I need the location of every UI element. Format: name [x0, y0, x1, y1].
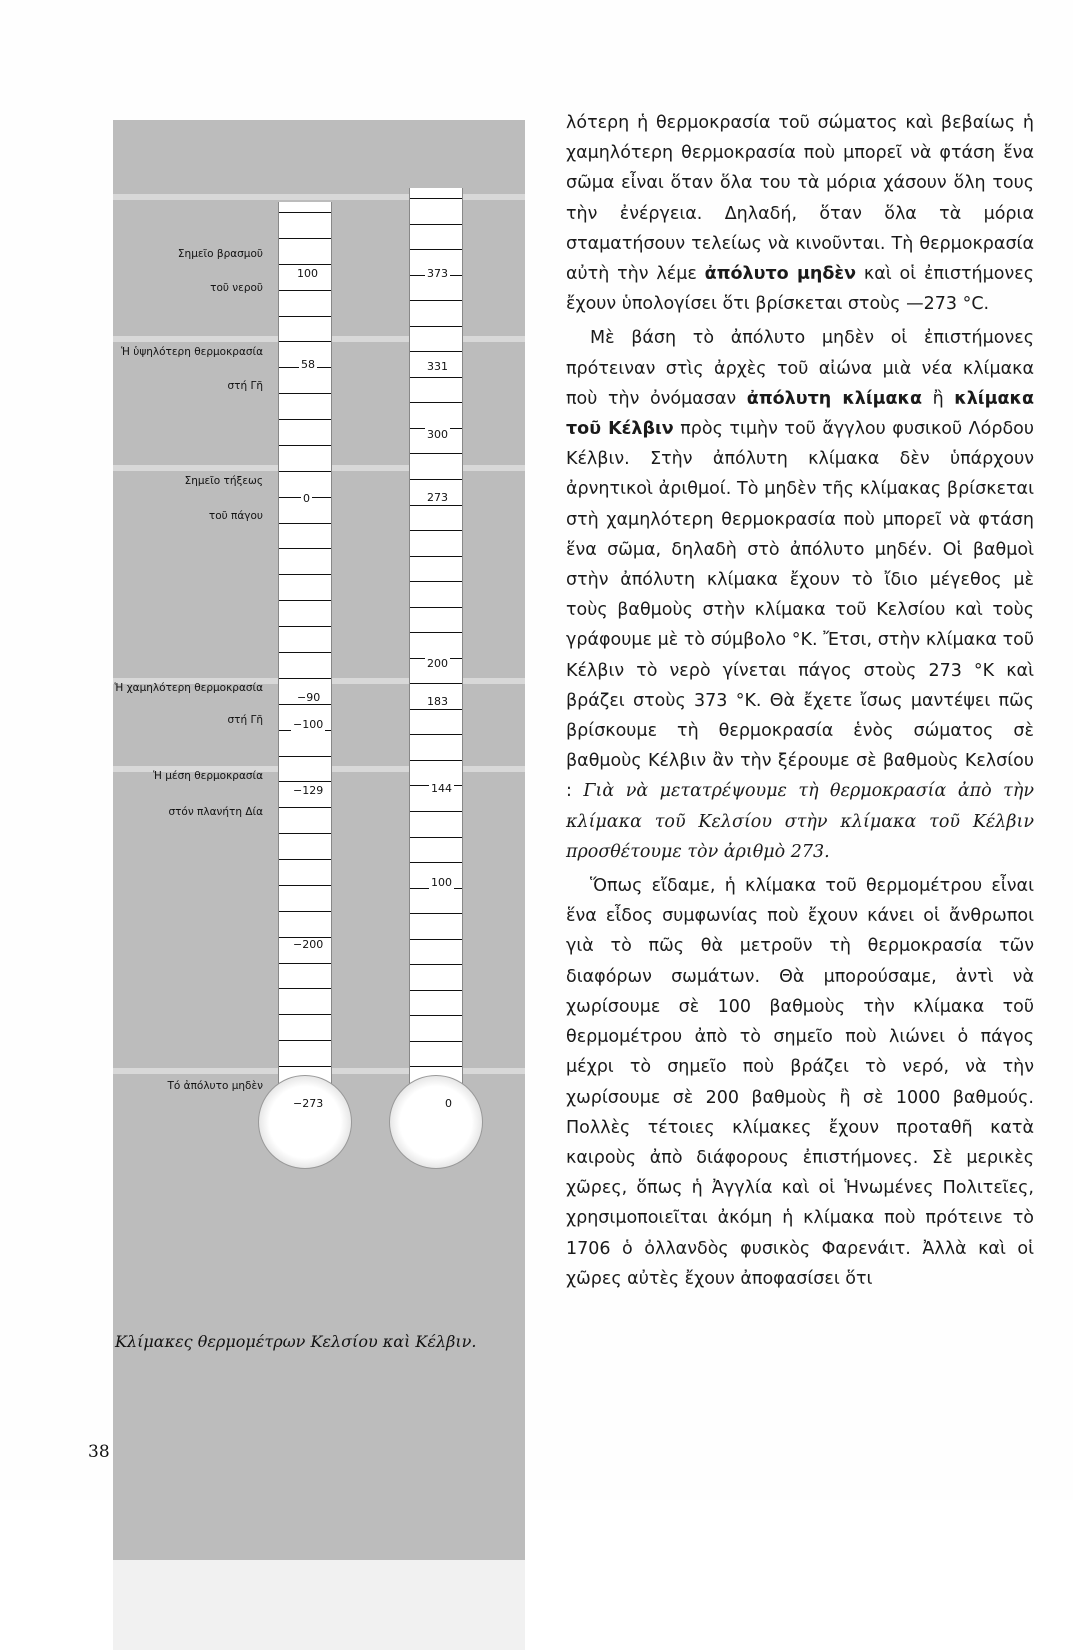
scale-tick — [410, 377, 462, 378]
scale-tick — [279, 678, 331, 679]
scale-tick — [410, 683, 462, 684]
conversion-rule: Γιὰ νὰ μετατρέψουμε τὴ θερμοκρασία ἀπὸ τὴν κλίμακα τοῦ Κελσίου στὴν κλίμακα τοῦ Κέλβιν προσθέτουμε τὸν ἀριθμὸ 273. — [566, 781, 1034, 862]
celsius-tick-label: −100 — [293, 718, 324, 731]
scale-tick — [279, 652, 331, 653]
figure-bottom-panel — [113, 1560, 525, 1650]
text-run: Μὲ βάση τὸ ἀπόλυτο μηδὲν οἱ ἐπιστήμονες πρότειναν στὶς ἀρχὲς τοῦ αἰώνα μιὰ νέα κλίμακα ποὺ τὴν ὀνόμασαν — [566, 328, 1034, 409]
scale-tick — [410, 632, 462, 633]
label-boiling-point-water: τοῦ νεροῦ — [210, 282, 263, 294]
scale-tick — [410, 249, 462, 250]
scale-tick — [279, 574, 331, 575]
paragraph-absolute-zero — [566, 108, 1034, 319]
celsius-tick-label: 100 — [297, 267, 318, 280]
kelvin-tick-label: 331 — [427, 360, 448, 373]
kelvin-tick-label: 100 — [431, 876, 452, 889]
scale-tick — [410, 1015, 462, 1016]
label-absolute-zero: Τό ἀπόλυτο μηδὲν — [167, 1080, 263, 1092]
page-number: 38 — [88, 1442, 110, 1462]
scale-tick — [410, 453, 462, 454]
scale-tick — [410, 837, 462, 838]
scale-tick — [279, 316, 331, 317]
text-run: λότερη ἡ θερμοκρασία τοῦ σώματος καὶ βεβαίως ἡ χαμηλότερη θερμοκρασία ποὺ μπορεῖ νὰ φτάση ἕνα σῶμα εἶναι ὅταν ὅλα του τὰ μόρια χάσουν ὅλη τους τὴν ἐνέργεια. Δηλαδή, ὅταν ὅλα τὰ μόρια σταματήσουν τελείως νὰ κινοῦνται. Τὴ θερμοκρασία αὐτὴ τὴν λέμε — [566, 113, 1034, 285]
scale-tick — [279, 1014, 331, 1015]
scale-tick — [410, 581, 462, 582]
scale-tick — [410, 939, 462, 940]
celsius-tick-label: −129 — [293, 784, 324, 797]
kelvin-tick-label: 183 — [427, 695, 448, 708]
label-highest-temp-earth: στή Γῆ — [227, 380, 263, 392]
paragraph-scales: Ὅπως εἴδαμε, ἡ κλίμακα τοῦ θερμομέτρου εἶναι ἕνα εἶδος συμφωνίας ποὺ ἔχουν κάνει οἱ ἄνθρωποι γιὰ τὸ πῶς θὰ μετροῦν τὴ θερμοκρασία τῶν διαφόρων σωμάτων. Θὰ μπορούσαμε, ἀντὶ νὰ χωρίσουμε σὲ 100 βαθμοὺς τὴν κλίμακα τοῦ θερμομέτρου ἀπὸ τὸ σημεῖο ποὺ λιώνει ὁ πάγος μέχρι τὸ σημεῖο ποὺ βράζει τὸ νερό, νὰ τὴν χωρίσουμε σὲ 200 βαθμοὺς ἢ σὲ 1000 βαθμούς. Πολλὲς τέτοιες κλίμακες ἔχουν προταθῆ κατὰ καιροὺς ἀπὸ διάφορους ἐπιστήμονες. Σὲ μερικὲς χῶρες, ὅπως ἡ Ἀγγλία καὶ οἱ Ἡνωμένες Πολιτεῖες, χρησιμοποιεῖται ἀκόμη ἡ κλίμακα ποὺ πρότεινε τὸ 1706 ὁ ὀλλανδὸς φυσικὸς Φαρενάιτ. Ἀλλὰ καὶ οἱ χῶρες αὐτὲς ἔχουν ἀποφασίσει ὅτι — [566, 876, 1034, 1289]
scale-tick — [279, 419, 331, 420]
scale-tick — [279, 911, 331, 912]
scale-tick — [279, 523, 331, 524]
label-lowest-temp: Ἡ χαμηλότερη θερμοκρασία — [114, 682, 263, 694]
celsius-tick-label: 58 — [301, 358, 315, 371]
kelvin-tick-label: 273 — [427, 491, 448, 504]
label-lowest-temp-earth: στή Γῆ — [227, 714, 263, 726]
scale-tick — [410, 990, 462, 991]
scale-tick — [410, 862, 462, 863]
scale-tick — [279, 885, 331, 886]
kelvin-tick-label: 300 — [427, 428, 448, 441]
term-absolute-zero: ἀπόλυτο μηδὲν — [704, 264, 857, 285]
scale-tick — [279, 290, 331, 291]
text-run: πρὸς τιμὴν τοῦ ἄγγλου φυσικοῦ Λόρδου Κέλβιν. Στὴν ἀπόλυτη κλίμακα δὲν ὑπάρχουν ἀρνητικοὶ ἀριθμοί. Τὸ μηδὲν τῆς κλίμακας βρίσκεται στὴ χαμηλότερη θερμοκρασία ποὺ μπορεῖ νὰ φτάση ἕνα σῶμα, δηλαδὴ στὸ ἀπόλυτο μηδέν. Οἱ βαθμοὶ στὴν ἀπόλυτη κλίμακα ἔχουν τὸ ἴδιο μέγεθος μὲ τοὺς βαθμοὺς στὴν κλίμακα τοῦ Κελσίου καὶ τοὺς γράφουμε μὲ τὸ σύμβολο °K. Ἔτσι, στὴν κλίμακα τοῦ Κέλβιν τὸ νερὸ γίνεται πάγος στοὺς 273 °K καὶ βράζει στοὺς 373 °K. Θὰ ἔχετε ἴσως μαντέψει πῶς βρίσκουμε τὴ θερμοκρασία ἑνὸς σώματος σὲ βαθμοὺς Κέλβιν ἂν τὴν ξέρουμε σὲ βαθμοὺς Κελσίου : — [566, 419, 1034, 802]
text-column — [566, 108, 1034, 1294]
scale-tick — [279, 238, 331, 239]
scale-tick — [279, 600, 331, 601]
scale-tick — [279, 988, 331, 989]
scale-tick — [279, 1040, 331, 1041]
scale-tick — [410, 300, 462, 301]
scale-tick — [410, 964, 462, 965]
celsius-tick-label: −273 — [293, 1097, 324, 1110]
scale-tick — [410, 224, 462, 225]
scale-tick — [410, 607, 462, 608]
scale-tick — [279, 445, 331, 446]
celsius-tube — [278, 202, 332, 1102]
scale-tick — [279, 212, 331, 213]
scale-tick — [279, 548, 331, 549]
celsius-tick-label: 0 — [303, 492, 310, 505]
scale-tick — [410, 1066, 462, 1067]
scale-tick — [279, 341, 331, 342]
scale-tick — [410, 505, 462, 506]
kelvin-tick-label: 373 — [427, 267, 448, 280]
term-absolute-scale: ἀπόλυτη κλίμακα — [746, 388, 922, 409]
figure-caption: Κλίμακες θερμομέτρων Κελσίου καὶ Κέλβιν. — [115, 1332, 477, 1351]
scale-tick — [410, 402, 462, 403]
scale-tick — [279, 264, 331, 265]
scale-tick — [279, 704, 331, 705]
term-kelvin-scale: κλίμακα τοῦ Κέλβιν — [566, 388, 1034, 440]
kelvin-tick-label: 144 — [431, 782, 452, 795]
kelvin-tube — [409, 188, 463, 1102]
label-jupiter-planet: στόν πλανήτη Δία — [168, 806, 263, 818]
label-jupiter-temp: Ἡ μέση θερμοκρασία — [153, 770, 263, 782]
scale-tick — [410, 811, 462, 812]
paragraph-kelvin-scale — [566, 323, 1034, 867]
scale-tick — [279, 781, 331, 782]
kelvin-tick-label: 200 — [427, 657, 448, 670]
scale-tick — [279, 1066, 331, 1067]
scale-tick — [410, 734, 462, 735]
label-melting-point: Σημεῖο τήξεως — [184, 475, 263, 487]
scale-tick — [410, 760, 462, 761]
scale-tick — [279, 471, 331, 472]
scale-tick — [410, 1041, 462, 1042]
kelvin-tick-label: 0 — [445, 1097, 452, 1110]
scale-tick — [279, 626, 331, 627]
scale-tick — [410, 351, 462, 352]
scale-tick — [279, 963, 331, 964]
text-run: ἢ — [932, 388, 944, 409]
scale-tick — [410, 913, 462, 914]
scale-tick — [410, 479, 462, 480]
scale-tick — [410, 530, 462, 531]
scale-tick — [279, 807, 331, 808]
scale-tick — [410, 556, 462, 557]
kelvin-bulb — [389, 1075, 483, 1169]
scale-tick — [279, 756, 331, 757]
text-run: καὶ οἱ ἐπιστήμονες ἔχουν ὑπολογίσει ὅτι βρίσκεται στοὺς —273 °C. — [566, 264, 1034, 315]
scale-tick — [279, 859, 331, 860]
label-boiling-point: Σημεῖο βρασμοῦ — [177, 248, 263, 260]
label-highest-temp: Ἡ ὑψηλότερη θερμοκρασία — [121, 346, 263, 358]
scale-tick — [279, 833, 331, 834]
scale-tick — [410, 709, 462, 710]
label-melting-point-ice: τοῦ πάγου — [208, 510, 263, 522]
band-divider — [113, 194, 525, 200]
scale-tick — [410, 326, 462, 327]
scale-tick — [279, 393, 331, 394]
celsius-tick-label: −200 — [293, 938, 324, 951]
celsius-tick-label: −90 — [297, 691, 321, 704]
celsius-bulb — [258, 1075, 352, 1169]
scale-tick — [410, 198, 462, 199]
